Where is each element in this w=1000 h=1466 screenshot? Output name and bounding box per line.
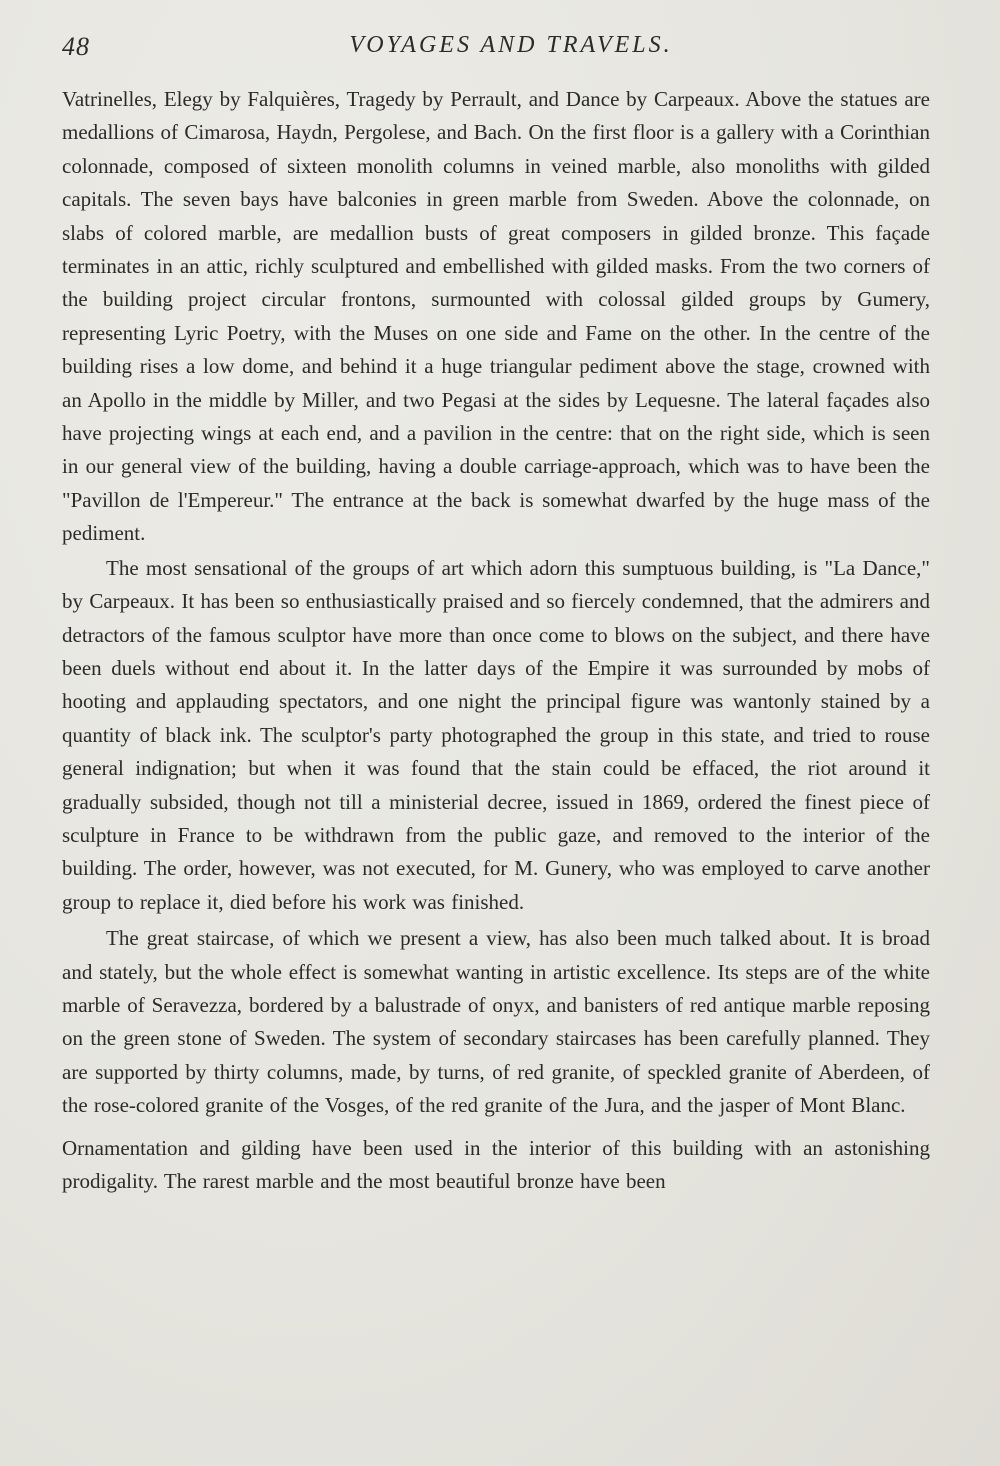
paragraph-2: The most sensational of the groups of art which adorn this sumptuous building, is "La Dance," by Carpeaux. It has been so enthusiastically praised and so fiercely condemned, that the admirers and detractors of the famous sculptor have more than once come to blows on the subject, and there have been duels without end about it. In the latter days of the Empire it was surrounded by mobs of hooting and applauding spectators, and one night the principal figure was wantonly stained by a quantity of black ink. The sculptor's party photographed the group in this state, and tried to rouse general indignation; but when it was found that the stain could be effaced, the riot around it gradually subsided, though not till a ministerial decree, issued in 1869, ordered the finest piece of sculpture in France to be withdrawn from the public gaze, and removed to the interior of the building. The order, however, was not executed, for M. Gunery, who was employed to carve another group to replace it, died before his work was finished. [62, 555, 930, 914]
page-number: 48 [62, 32, 90, 61]
body-text [62, 83, 930, 1198]
running-head [62, 32, 930, 66]
running-title: VOYAGES AND TRAVELS. [349, 32, 673, 58]
paragraph-3: The great staircase, of which we present a view, has also been much talked about. It is broad and stately, but the whole effect is somewhat wanting in artistic excellence. Its steps are of the white marble of Seravezza, bordered by a balustrade of onyx, and banisters of red antique marble reposing on the green stone of Sweden. The system of secondary staircases has been carefully planned. They are supported by thirty columns, made, by turns, of red granite, of speckled granite of Aberdeen, of the rose-colored granite of the Vosges, of the red granite of the Jura, and the jasper of Mont Blanc. [62, 926, 930, 1118]
paragraph-1: Vatrinelles, Elegy by Falquières, Tragedy by Perrault, and Dance by Carpeaux. Above the statues are medallions of Cimarosa, Haydn, Pergolese, and Bach. On the first floor is a gallery with a Corinthian colonnade, composed of sixteen monolith columns in veined marble, also monoliths with gilded capitals. The seven bays have balconies in green marble from Sweden. Above the colonnade, on slabs of colored marble, are medallion busts of great composers in gilded bronze. This façade terminates in an attic, richly sculptured and embellished with gilded masks. From the two corners of the building project circular frontons, surmounted with colossal gilded groups by Gumery, representing Lyric Poetry, with the Muses on one side and Fame on the other. In the centre of the building rises a low dome, and behind it a huge triangular pediment above the stage, crowned with an Apollo in the middle by Miller, and two Pegasi at the sides by Lequesne. The lateral façades also have projecting wings at each end, and a pavilion in the centre: that on the right side, which is seen in our general view of the building, having a double carriage-approach, which was to have been the "Pavillon de l'Empereur." The entrance at the back is somewhat dwarfed by the huge mass of the pediment. [62, 87, 930, 546]
paragraph-4: Ornamentation and gilding have been used in the interior of this building with an astonishing prodigality. The rarest marble and the most beautiful bronze have been [62, 1135, 930, 1193]
